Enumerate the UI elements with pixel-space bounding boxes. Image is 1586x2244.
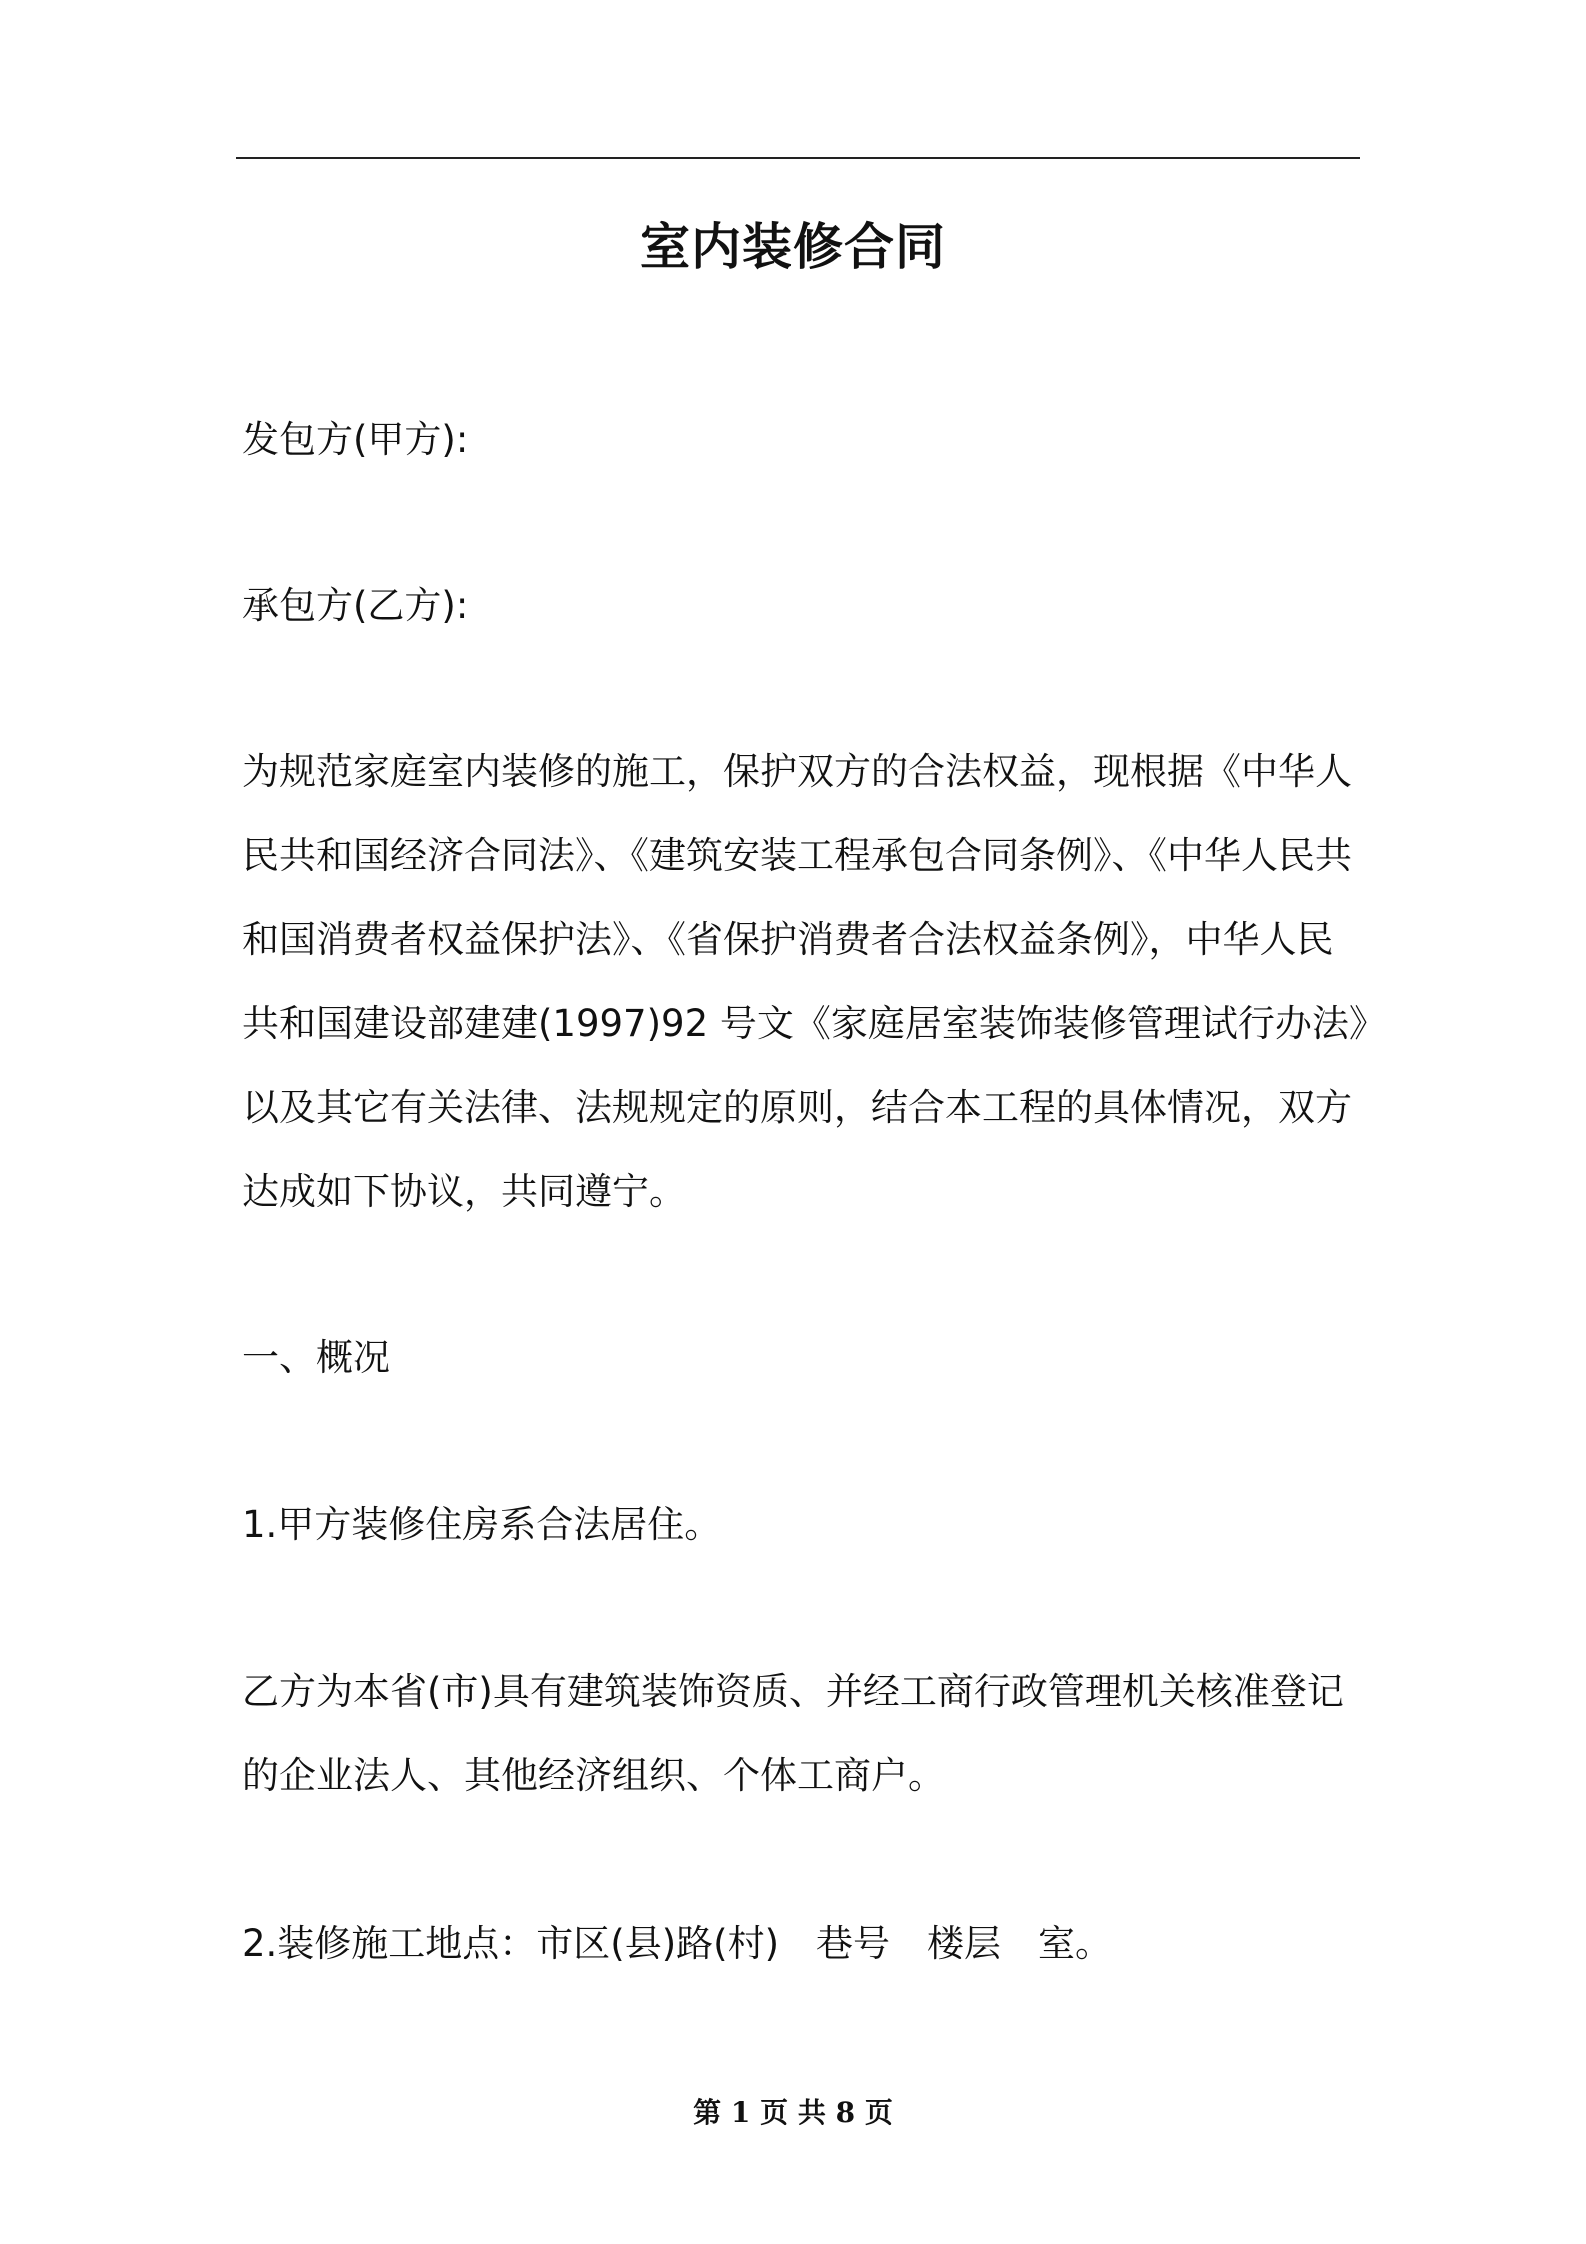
header-rule [236,157,1360,159]
clause-item-2: 2.装修施工地点：市区(县)路(村) 巷号 楼层 室。 [242,1922,1113,1965]
detail-line: 乙方为本省(市)具有建筑装饰资质、并经工商行政管理机关核准登记 [242,1670,1344,1713]
intro-line: 为规范家庭室内装修的施工，保护双方的合法权益，现根据《中华人 [242,750,1352,793]
intro-line: 共和国建设部建建(1997)92 号文《家庭居室装饰装修管理试行办法》 [242,1002,1386,1045]
intro-line: 以及其它有关法律、法规规定的原则，结合本工程的具体情况，双方 [242,1086,1352,1129]
intro-paragraph [242,730,1386,1234]
document-title: 室内装修合同 [640,218,946,276]
section-heading: 一、概况 [242,1336,390,1379]
intro-line: 和国消费者权益保护法》、《省保护消费者合法权益条例》，中华人民 [242,918,1334,961]
clause-item-1-detail [242,1650,1362,1818]
party-a-line: 发包方(甲方): [242,418,469,461]
party-b-line: 承包方(乙方): [242,584,469,627]
page-number: 第 1 页 共 8 页 [693,2096,893,2129]
intro-line: 达成如下协议，共同遵宁。 [242,1170,686,1213]
detail-line: 的企业法人、其他经济组织、个体工商户。 [242,1754,945,1797]
clause-item-1: 1.甲方装修住房系合法居住。 [242,1503,722,1546]
intro-line: 民共和国经济合同法》、《建筑安装工程承包合同条例》、《中华人民共 [242,834,1352,877]
